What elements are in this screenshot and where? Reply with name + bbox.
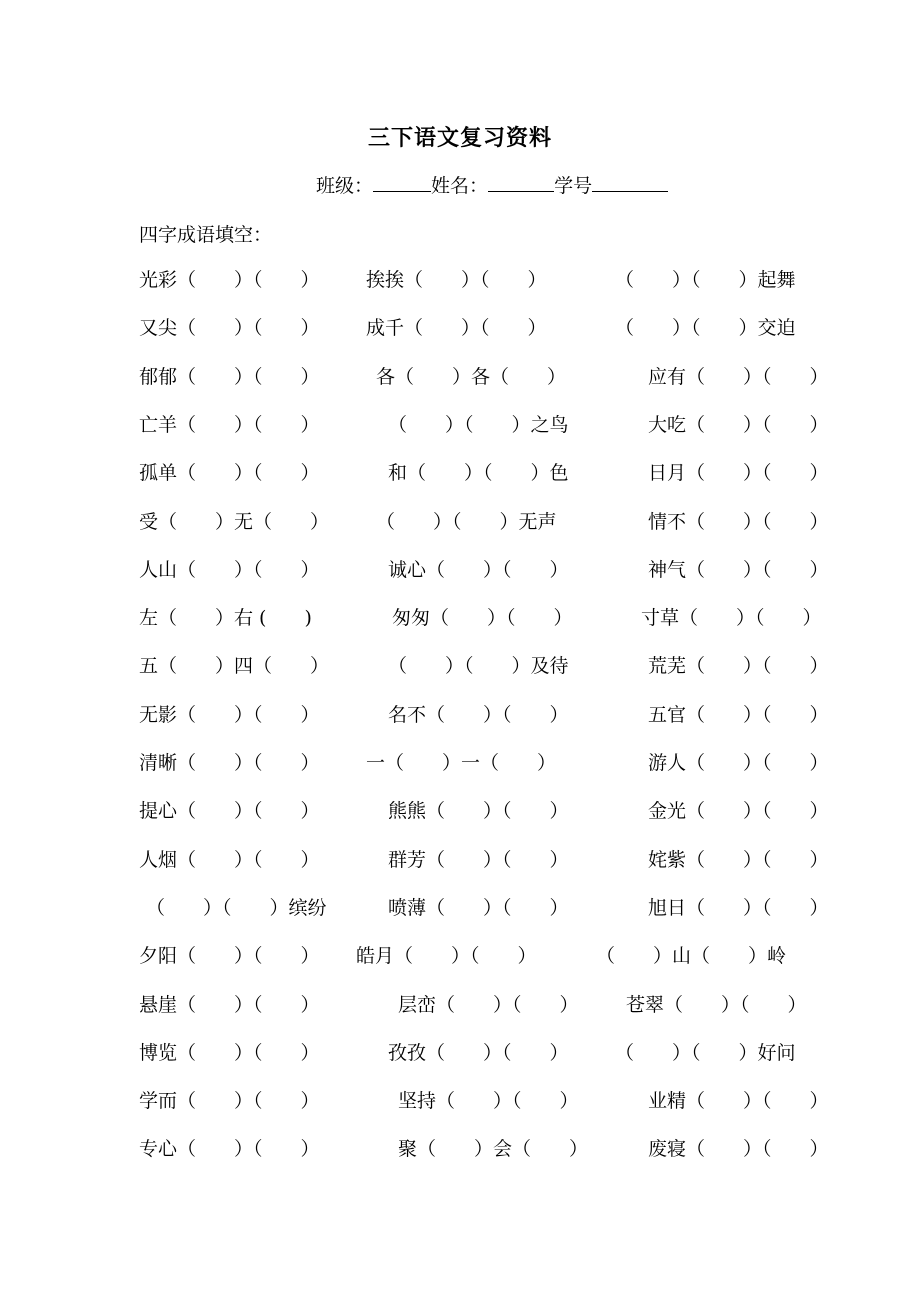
idiom-item: （ ）（ ）及待 [388, 655, 569, 677]
idiom-item: 群芳（ ）（ ） [388, 849, 569, 871]
idiom-item: （ ）山（ ）岭 [596, 945, 787, 967]
idiom-item: 亡羊（ ）（ ） [139, 414, 320, 436]
idiom-item: 皓月（ ）（ ） [356, 945, 537, 967]
idiom-item: 名不（ ）（ ） [388, 704, 569, 726]
idiom-item: 学而（ ）（ ） [139, 1090, 320, 1112]
idiom-item: 应有（ ）（ ） [648, 366, 829, 388]
idiom-item: （ ）（ ）无声 [376, 511, 557, 533]
idiom-item: 悬崖（ ）（ ） [139, 994, 320, 1016]
idiom-item: 荒芜（ ）（ ） [648, 655, 829, 677]
name-blank[interactable] [488, 173, 554, 192]
idiom-item: 神气（ ）（ ） [648, 559, 829, 581]
page-title: 三下语文复习资料 [367, 125, 552, 151]
idiom-item: 夕阳（ ）（ ） [139, 945, 320, 967]
idiom-item: 无影（ ）（ ） [139, 704, 320, 726]
idiom-item: 游人（ ）（ ） [648, 752, 829, 774]
idiom-item: 坚持（ ）（ ） [398, 1090, 579, 1112]
idiom-item: 清晰（ ）（ ） [139, 752, 320, 774]
idiom-item: 日月（ ）（ ） [648, 462, 829, 484]
idiom-item: 挨挨（ ）（ ） [366, 269, 547, 291]
idiom-item: 废寝（ ）（ ） [648, 1138, 829, 1160]
idiom-item: 寸草（ ）（ ） [641, 607, 822, 629]
idiom-item: （ ）（ ）之鸟 [388, 414, 569, 436]
idiom-item: 金光（ ）（ ） [648, 800, 829, 822]
idiom-item: 又尖（ ）（ ） [139, 317, 320, 339]
idiom-item: 孤单（ ）（ ） [139, 462, 320, 484]
idiom-item: 旭日（ ）（ ） [648, 897, 829, 919]
idiom-item: （ ）（ ）好问 [615, 1042, 796, 1064]
idiom-item: 聚（ ）会（ ） [398, 1138, 589, 1160]
idiom-item: 匆匆（ ）（ ） [392, 607, 573, 629]
idiom-item: 郁郁（ ）（ ） [139, 366, 320, 388]
idiom-item: 人烟（ ）（ ） [139, 849, 320, 871]
class-label: 班级 [316, 175, 355, 197]
idiom-item: 五官（ ）（ ） [648, 704, 829, 726]
idiom-item: 喷薄（ ）（ ） [388, 897, 569, 919]
idiom-item: 和（ ）（ ）色 [388, 462, 569, 484]
idiom-item: 左（ ）右 ( ) [139, 607, 312, 629]
class-colon: ： [354, 175, 374, 197]
student-info-line [316, 171, 668, 198]
idiom-item: 诚心（ ）（ ） [388, 559, 569, 581]
idiom-item: 业精（ ）（ ） [648, 1090, 829, 1112]
idiom-item: 姹紫（ ）（ ） [648, 849, 829, 871]
idiom-item: 提心（ ）（ ） [139, 800, 320, 822]
idiom-item: 人山（ ）（ ） [139, 559, 320, 581]
idiom-item: 一（ ）一（ ） [366, 752, 557, 774]
idiom-item: 情不（ ）（ ） [648, 511, 829, 533]
idiom-item: 专心（ ）（ ） [139, 1138, 320, 1160]
class-blank[interactable] [373, 173, 431, 192]
idiom-item: 大吃（ ）（ ） [648, 414, 829, 436]
idiom-item: 博览（ ）（ ） [139, 1042, 320, 1064]
idiom-item: 受（ ）无（ ） [139, 511, 330, 533]
idiom-item: 层峦（ ）（ ） [398, 994, 579, 1016]
idiom-item: （ ）（ ）缤纷 [146, 897, 327, 919]
section-title: 四字成语填空： [139, 224, 273, 246]
idiom-item: 孜孜（ ）（ ） [388, 1042, 569, 1064]
student-id-label: 学号 [554, 175, 593, 197]
name-colon: ： [469, 175, 489, 197]
idiom-item: 熊熊（ ）（ ） [388, 800, 569, 822]
idiom-item: 苍翠（ ）（ ） [626, 994, 807, 1016]
idiom-item: （ ）（ ）起舞 [615, 269, 796, 291]
idiom-item: （ ）（ ）交迫 [615, 317, 796, 339]
name-label: 姓名 [431, 175, 470, 197]
idiom-item: 光彩（ ）（ ） [139, 269, 320, 291]
idiom-item: 各（ ）各（ ） [376, 366, 567, 388]
student-id-blank[interactable] [592, 173, 668, 192]
idiom-item: 五（ ）四（ ） [139, 655, 330, 677]
idiom-item: 成千（ ）（ ） [366, 317, 547, 339]
